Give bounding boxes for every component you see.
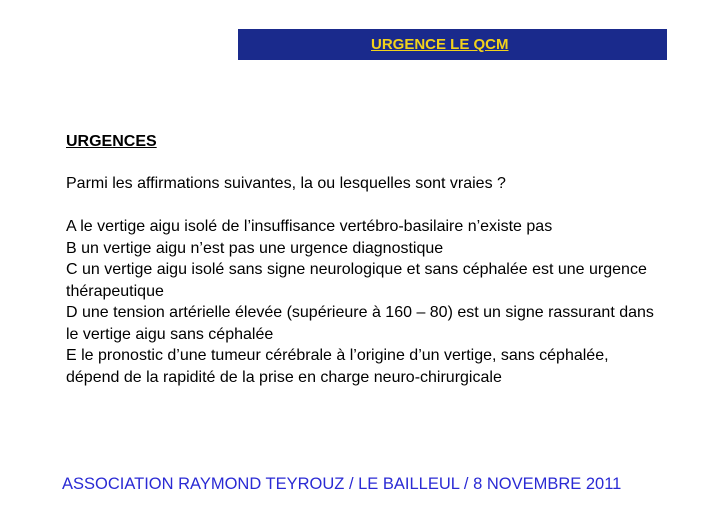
option-d: D une tension artérielle élevée (supérieure à 160 – 80) est un signe rassurant dans le vertige aigu sans céphalée — [66, 304, 654, 343]
answer-options-list — [66, 216, 666, 388]
slide-title: URGENCE LE QCM — [371, 36, 509, 53]
option-b: B un vertige aigu n’est pas une urgence diagnostique — [66, 239, 444, 257]
option-c: C un vertige aigu isolé sans signe neurologique et sans céphalée est une urgence thérapeutique — [66, 261, 647, 300]
option-e: E le pronostic d’une tumeur cérébrale à l’origine d’un vertige, sans céphalée, dépend de la rapidité de la prise en charge neuro-chirurgicale — [66, 347, 609, 386]
option-a: A le vertige aigu isolé de l’insuffisance vertébro-basilaire n’existe pas — [66, 218, 553, 235]
section-heading: URGENCES — [66, 133, 157, 150]
question-text: Parmi les affirmations suivantes, la ou lesquelles sont vraies ? — [66, 175, 506, 192]
title-banner — [238, 29, 667, 60]
footer-text: ASSOCIATION RAYMOND TEYROUZ / LE BAILLEUL / 8 NOVEMBRE 2011 — [62, 475, 622, 493]
